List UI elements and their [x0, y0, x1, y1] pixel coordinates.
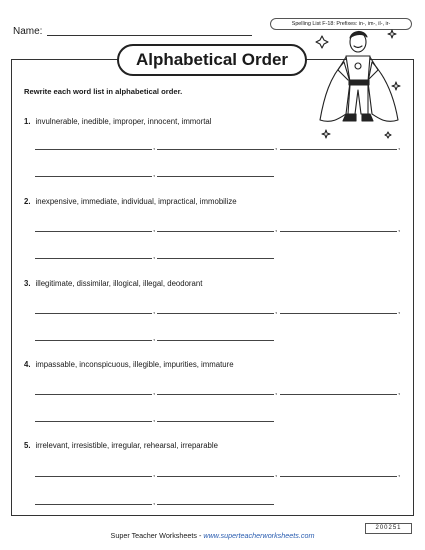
name-label: Name:	[13, 26, 43, 37]
name-field-line[interactable]	[47, 35, 252, 36]
answer-line-4-2[interactable]	[157, 393, 274, 395]
comma: ,	[153, 169, 156, 178]
footer-site-link[interactable]: www.superteacherworksheets.com	[203, 531, 315, 540]
comma: ,	[153, 497, 156, 506]
question-5	[24, 441, 218, 450]
answer-line-5-3[interactable]	[280, 475, 397, 477]
word-list: impassable, inconspicuous, illegible, impurities, immature	[35, 360, 234, 369]
comma: ,	[153, 333, 156, 342]
comma: ,	[153, 469, 156, 478]
question-number: 5.	[24, 441, 31, 450]
instructions: Rewrite each word list in alphabetical order.	[24, 87, 183, 96]
answer-line-1-3[interactable]	[280, 148, 397, 150]
word-list: illegitimate, dissimilar, illogical, illegal, deodorant	[35, 279, 203, 288]
comma: ,	[275, 469, 278, 478]
footer-separator: -	[196, 531, 204, 540]
answer-line-2-1[interactable]	[35, 230, 152, 232]
answer-line-1-1[interactable]	[35, 148, 152, 150]
comma: ,	[398, 224, 401, 233]
footer-brand: Super Teacher Worksheets	[110, 531, 197, 540]
word-list: inexpensive, immediate, individual, impractical, immobilize	[35, 197, 237, 206]
answer-line-3-4[interactable]	[35, 339, 152, 341]
comma: ,	[153, 142, 156, 151]
answer-line-4-5[interactable]	[157, 420, 274, 422]
question-1	[24, 117, 211, 126]
answer-line-2-5[interactable]	[157, 257, 274, 259]
answer-line-5-2[interactable]	[157, 475, 274, 477]
answer-line-4-1[interactable]	[35, 393, 152, 395]
comma: ,	[275, 387, 278, 396]
answer-line-5-4[interactable]	[35, 503, 152, 505]
answer-line-3-1[interactable]	[35, 312, 152, 314]
answer-line-3-5[interactable]	[157, 339, 274, 341]
comma: ,	[153, 414, 156, 423]
answer-line-2-3[interactable]	[280, 230, 397, 232]
spelling-list-badge: Spelling List F-18: Prefixes: in-, im-, il-, ir-	[270, 18, 412, 30]
footer	[0, 531, 425, 540]
answer-line-1-2[interactable]	[157, 148, 274, 150]
comma: ,	[153, 224, 156, 233]
answer-line-1-5[interactable]	[157, 175, 274, 177]
superhero-illustration	[310, 22, 406, 142]
answer-line-2-4[interactable]	[35, 257, 152, 259]
word-list: irrelevant, irresistible, irregular, rehearsal, irreparable	[35, 441, 218, 450]
document-id: 200251	[365, 523, 412, 534]
comma: ,	[153, 251, 156, 260]
answer-line-2-2[interactable]	[157, 230, 274, 232]
question-number: 2.	[24, 197, 31, 206]
question-number: 3.	[24, 279, 31, 288]
answer-line-1-4[interactable]	[35, 175, 152, 177]
question-3	[24, 279, 202, 288]
comma: ,	[398, 142, 401, 151]
answer-line-3-3[interactable]	[280, 312, 397, 314]
page-title: Alphabetical Order	[117, 44, 307, 76]
answer-line-5-1[interactable]	[35, 475, 152, 477]
question-number: 4.	[24, 360, 31, 369]
question-2	[24, 197, 237, 206]
comma: ,	[398, 469, 401, 478]
word-list: invulnerable, inedible, improper, innocent, immortal	[35, 117, 212, 126]
answer-line-4-4[interactable]	[35, 420, 152, 422]
comma: ,	[398, 306, 401, 315]
comma: ,	[275, 306, 278, 315]
comma: ,	[275, 224, 278, 233]
comma: ,	[153, 387, 156, 396]
comma: ,	[275, 142, 278, 151]
answer-line-4-3[interactable]	[280, 393, 397, 395]
answer-line-5-5[interactable]	[157, 503, 274, 505]
comma: ,	[153, 306, 156, 315]
comma: ,	[398, 387, 401, 396]
question-number: 1.	[24, 117, 31, 126]
answer-line-3-2[interactable]	[157, 312, 274, 314]
question-4	[24, 360, 234, 369]
